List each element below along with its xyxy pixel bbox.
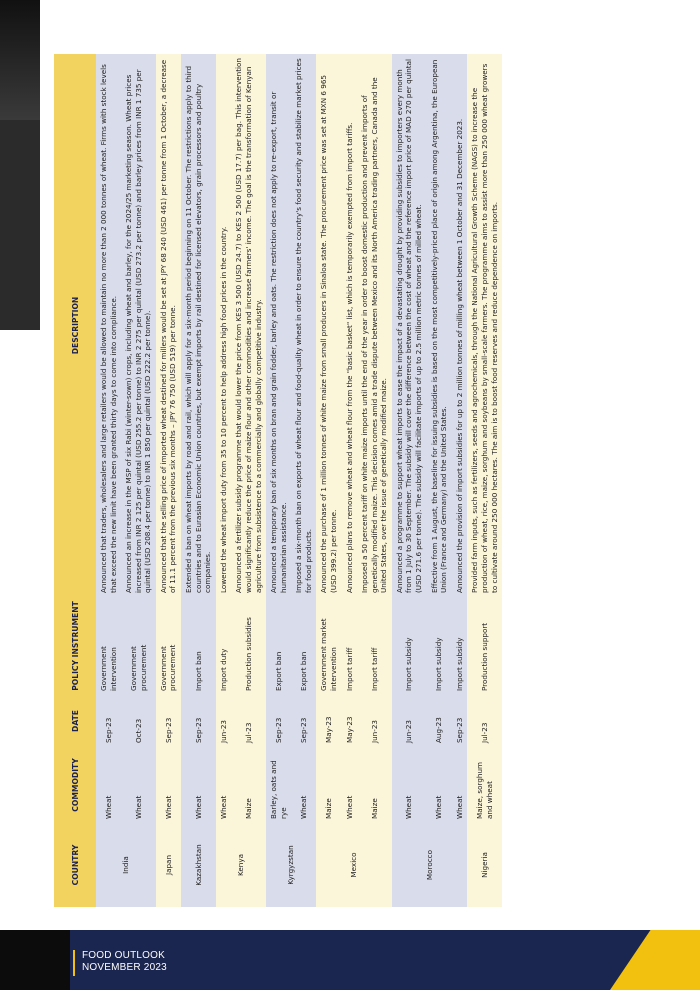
cell-date: Sep-23 bbox=[291, 695, 316, 747]
cell-policy: Government procurement bbox=[121, 597, 156, 695]
table-row bbox=[357, 54, 392, 907]
cell-description: Announced a fertilizer subsidy programme that would lower the price from KES 3 500 (USD 24.7) to KES 2 500 (USD 17.7) per bag. This intervention would significantly reduce the price of maize flour and other commodities and increase farmers' income. The goal is the transformation of Kenyan agriculture from subsistence to a commercially and globally competitive industry. bbox=[231, 54, 266, 597]
cell-commodity: Maize, sorghum and wheat bbox=[467, 747, 502, 823]
cell-commodity: Maize bbox=[316, 747, 341, 823]
header-country: COUNTRY bbox=[54, 823, 96, 907]
cell-description: Announced that traders, wholesalers and large retailers would be allowed to maintain no more than 2 000 tonnes of wheat. Firms with stock levels that exceed the new limit have been granted thirty days to come into compliance. bbox=[96, 54, 121, 597]
cell-country: Kazakhstan bbox=[181, 823, 216, 907]
table-row bbox=[96, 54, 121, 907]
cell-policy: Import tariff bbox=[357, 597, 392, 695]
cell-policy: Government procurement bbox=[156, 597, 181, 695]
footer-black-block bbox=[0, 930, 70, 990]
footer-publication bbox=[82, 950, 167, 974]
cell-description: Announced plans to remove wheat and wheat flour from the "basic basket" list, which is temporarily exempted from import tariffs. bbox=[342, 54, 358, 597]
cell-description: Imposed a 50 percent tariff on white maize imports until the end of the year in order to boost domestic production and prevent imports of genetically modified maize. This decision comes amid a trade dispute between Mexico and its North America trading partners, Canada and the United States, over the issue of genetically modified maize. bbox=[357, 54, 392, 597]
cell-description: Announced a temporary ban of six months on bran and grain fodder, barley and oats. The restriction does not apply to re-export, transit or humanitarian assistance. bbox=[266, 54, 291, 597]
cell-country: Japan bbox=[156, 823, 181, 907]
cell-description: Lowered the wheat import duty from 35 to 10 percent to help address high food prices in the country. bbox=[216, 54, 232, 597]
cell-date: Jul-23 bbox=[231, 695, 266, 747]
cell-country: Mexico bbox=[316, 823, 391, 907]
cell-commodity: Wheat bbox=[121, 747, 156, 823]
cell-country: Kyrgyzstan bbox=[266, 823, 316, 907]
cell-description: Effective from 1 August, the baseline for issuing subsidies is based on the most competitively-priced place of origin among Argentina, the European Union (France and Germany) and the United States. bbox=[427, 54, 452, 597]
header-policy-instrument: POLICY INSTRUMENT bbox=[54, 597, 96, 695]
cell-description: Announced a programme to support wheat imports to ease the impact of a devastating drought by providing subsidies to importers every month from 1 July to 30 September. The subsidy will cover the difference between the cost of wheat and the reference import price of MAD 270 per quintal (USD 271.6 per tonne). The subsidy will facilitate imports of up to 2.5 million metric tonnes of milled wheat. bbox=[392, 54, 427, 597]
table-row bbox=[467, 54, 502, 907]
table-header-row bbox=[54, 54, 96, 907]
table-row bbox=[266, 54, 291, 907]
cell-commodity: Maize bbox=[357, 747, 392, 823]
cell-commodity: Wheat bbox=[452, 747, 468, 823]
cell-commodity: Wheat bbox=[291, 747, 316, 823]
cell-date: Sep-23 bbox=[96, 695, 121, 747]
cell-commodity: Wheat bbox=[96, 747, 121, 823]
cell-commodity: Wheat bbox=[427, 747, 452, 823]
cell-policy: Import duty bbox=[216, 597, 232, 695]
policy-table-rotated bbox=[54, 54, 664, 907]
table-row bbox=[181, 54, 216, 907]
header-commodity: COMMODITY bbox=[54, 747, 96, 823]
cell-country: India bbox=[96, 823, 156, 907]
cell-date: Aug-23 bbox=[427, 695, 452, 747]
footer-divider bbox=[73, 950, 75, 976]
cell-date: Sep-23 bbox=[452, 695, 468, 747]
cell-date: May-23 bbox=[316, 695, 341, 747]
cell-date: Sep-23 bbox=[181, 695, 216, 747]
header-description: DESCRIPTION bbox=[54, 54, 96, 597]
cell-country: Nigeria bbox=[467, 823, 502, 907]
cell-date: Oct-23 bbox=[121, 695, 156, 747]
cell-policy: Government intervention bbox=[96, 597, 121, 695]
cell-commodity: Barley, oats and rye bbox=[266, 747, 291, 823]
cell-date: Jul-23 bbox=[467, 695, 502, 747]
table-row bbox=[121, 54, 156, 907]
footer-title: FOOD OUTLOOK bbox=[82, 950, 165, 961]
cell-description: Provided farm inputs, such as fertilizers, seeds and agrochemicals, through the National Agricultural Growth Scheme (NAGS) to increase the production of wheat, rice, maize, sorghum and soybeans by small-scale farmers. The programme aims to assist more than 250 000 wheat growers to cultivate around 250 000 hectares. The aim is to boost food reserves and reduce dependence on imports. bbox=[467, 54, 502, 597]
table-row bbox=[316, 54, 341, 907]
cell-commodity: Wheat bbox=[181, 747, 216, 823]
table-row bbox=[156, 54, 181, 907]
table-row bbox=[392, 54, 427, 907]
table-row bbox=[342, 54, 358, 907]
cell-policy: Export ban bbox=[266, 597, 291, 695]
cell-commodity: Maize bbox=[231, 747, 266, 823]
table-row bbox=[427, 54, 452, 907]
cell-policy: Government market intervention bbox=[316, 597, 341, 695]
cell-commodity: Wheat bbox=[156, 747, 181, 823]
cell-date: Sep-23 bbox=[156, 695, 181, 747]
cell-country: Morocco bbox=[392, 823, 467, 907]
cell-commodity: Wheat bbox=[216, 747, 232, 823]
cell-policy: Export ban bbox=[291, 597, 316, 695]
cell-date: Jun-23 bbox=[216, 695, 232, 747]
cell-description: Extended a ban on wheat imports by road and rail, which will apply for a six-month period beginning on 11 October. The restrictions apply to third countries and to Eurasian Economic Union countries, but exempt imports by rail destined for licensed elevators, grain processors and poultry companies. bbox=[181, 54, 216, 597]
header-date: DATE bbox=[54, 695, 96, 747]
cell-date: Sep-23 bbox=[266, 695, 291, 747]
corner-decoration bbox=[0, 0, 40, 330]
cell-description: Announced the purchase of 1 million tonnes of white maize from small producers in Sinaloa state. The procurement price was set at MXN 6 965 (USD 399.2) per tonne. bbox=[316, 54, 341, 597]
cell-date: Jun-23 bbox=[392, 695, 427, 747]
cell-policy: Import subsidy bbox=[392, 597, 427, 695]
cell-policy: Production support bbox=[467, 597, 502, 695]
footer-date: NOVEMBER 2023 bbox=[82, 962, 167, 973]
cell-policy: Import tariff bbox=[342, 597, 358, 695]
cell-country: Kenya bbox=[216, 823, 266, 907]
cell-description: Announced an increase in the MSP of six Rabi (winter-sown) crops, including wheat and barley, for the 2024/25 marketing season. Wheat prices increased from INR 2 125 per quintal (USD 255.2 per tonne) to INR 2 275 per quintal (USD 273.2 per tonne) and barley prices from INR 1 735 per quintal (USD 208.4 per tonne) to INR 1 850 per quintal (USD 222.2 per tonne). bbox=[121, 54, 156, 597]
table-row bbox=[452, 54, 468, 907]
cell-date: May-23 bbox=[342, 695, 358, 747]
table-row bbox=[231, 54, 266, 907]
table-row bbox=[216, 54, 232, 907]
policy-table-container bbox=[54, 54, 664, 907]
cell-description: Announced the provision of import subsidies for up to 2 million tonnes of milling wheat between 1 October and 31 December 2023. bbox=[452, 54, 468, 597]
cell-description: Announced that the selling price of imported wheat destined for millers would be set at JPY 68 240 (USD 461) per tonne from 1 October, a decrease of 11.1 percent from the previous six months – JPY 76 750 (USD 519) per tonne. bbox=[156, 54, 181, 597]
cell-policy: Import subsidy bbox=[427, 597, 452, 695]
cell-policy: Import ban bbox=[181, 597, 216, 695]
cell-commodity: Wheat bbox=[392, 747, 427, 823]
cell-date: Jun-23 bbox=[357, 695, 392, 747]
cell-policy: Production subsidies bbox=[231, 597, 266, 695]
cell-policy: Import subsidy bbox=[452, 597, 468, 695]
policy-table bbox=[54, 54, 502, 907]
cell-description: Imposed a six-month ban on exports of wheat flour and food-quality wheat in order to ensure the country's food security and stabilize market prices for food products. bbox=[291, 54, 316, 597]
table-row bbox=[291, 54, 316, 907]
cell-commodity: Wheat bbox=[342, 747, 358, 823]
